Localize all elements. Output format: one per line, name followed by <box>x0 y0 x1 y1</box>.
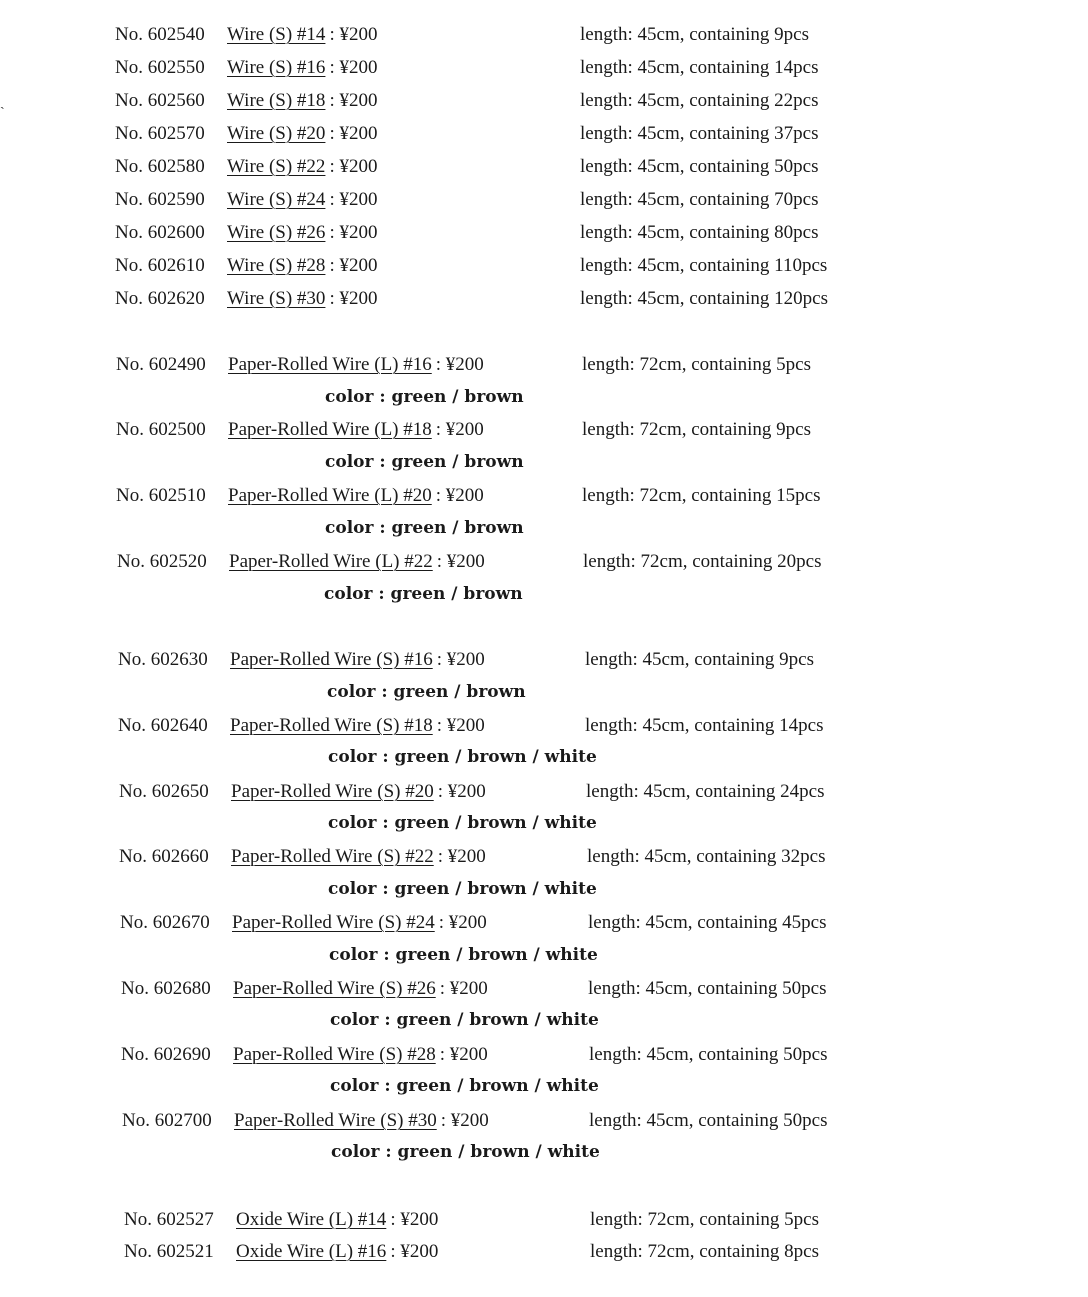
list-item <box>119 843 826 871</box>
item-number: No. 602570 <box>115 123 205 144</box>
list-item <box>117 548 822 576</box>
item-name: Wire (S) #16 <box>227 57 326 78</box>
list-item <box>115 153 819 181</box>
item-spec: length: 45cm, containing 50pcs <box>588 978 827 999</box>
item-name: Wire (S) #22 <box>227 156 326 177</box>
item-name: Paper-Rolled Wire (S) #22 <box>231 846 434 867</box>
item-color: color : green / brown / white <box>329 945 598 965</box>
item-number: No. 602630 <box>118 649 208 670</box>
item-color: color : green / brown <box>327 682 526 702</box>
item-name: Wire (S) #14 <box>227 24 326 45</box>
list-item <box>115 87 819 115</box>
item-number: No. 602540 <box>115 24 205 45</box>
item-price: : ¥200 <box>390 1209 439 1230</box>
list-item <box>116 351 812 379</box>
item-spec: length: 72cm, containing 15pcs <box>582 485 821 506</box>
item-price: : ¥200 <box>439 978 488 999</box>
list-item <box>116 416 812 444</box>
item-price: : ¥200 <box>435 485 484 506</box>
item-spec: length: 72cm, containing 20pcs <box>583 551 822 572</box>
item-price: : ¥200 <box>436 649 485 670</box>
item-price: : ¥200 <box>329 156 378 177</box>
item-name: Wire (S) #30 <box>227 288 326 309</box>
item-name: Paper-Rolled Wire (L) #20 <box>228 485 432 506</box>
list-item <box>122 1107 828 1135</box>
item-spec: length: 45cm, containing 37pcs <box>580 123 819 144</box>
list-item <box>118 646 815 674</box>
item-spec: length: 45cm, containing 50pcs <box>580 156 819 177</box>
item-number: No. 602680 <box>121 978 211 999</box>
item-price: : ¥200 <box>435 419 484 440</box>
item-price: : ¥200 <box>390 1241 439 1262</box>
item-spec: length: 45cm, containing 22pcs <box>580 90 819 111</box>
item-spec: length: 45cm, containing 50pcs <box>589 1110 828 1131</box>
item-color: color : green / brown / white <box>330 1010 599 1030</box>
list-item <box>124 1206 820 1234</box>
item-number: No. 602520 <box>117 551 207 572</box>
list-item <box>124 1238 820 1266</box>
item-name: Oxide Wire (L) #14 <box>236 1209 387 1230</box>
item-name: Wire (S) #24 <box>227 189 326 210</box>
item-spec: length: 45cm, containing 14pcs <box>585 715 824 736</box>
item-spec: length: 45cm, containing 9pcs <box>580 24 810 45</box>
item-name: Paper-Rolled Wire (S) #26 <box>233 978 436 999</box>
item-color: color : green / brown / white <box>331 1142 600 1162</box>
list-item <box>121 975 827 1003</box>
item-spec: length: 45cm, containing 50pcs <box>589 1044 828 1065</box>
item-spec: length: 72cm, containing 5pcs <box>582 354 812 375</box>
item-name: Wire (S) #20 <box>227 123 326 144</box>
item-number: No. 602550 <box>115 57 205 78</box>
item-price: : ¥200 <box>437 846 486 867</box>
item-color: color : green / brown <box>324 584 523 604</box>
list-item <box>116 482 821 510</box>
item-number: No. 602510 <box>116 485 206 506</box>
item-name: Paper-Rolled Wire (S) #20 <box>231 781 434 802</box>
item-number: No. 602600 <box>115 222 205 243</box>
item-color: color : green / brown / white <box>330 1076 599 1096</box>
list-item <box>115 120 819 148</box>
item-name: Paper-Rolled Wire (L) #18 <box>228 419 432 440</box>
list-item <box>115 285 829 313</box>
item-price: : ¥200 <box>437 781 486 802</box>
item-number: No. 602640 <box>118 715 208 736</box>
item-spec: length: 45cm, containing 9pcs <box>585 649 815 670</box>
item-spec: length: 72cm, containing 5pcs <box>590 1209 820 1230</box>
item-spec: length: 45cm, containing 110pcs <box>580 255 828 276</box>
item-price: : ¥200 <box>329 288 378 309</box>
item-name: Wire (S) #26 <box>227 222 326 243</box>
item-name: Wire (S) #18 <box>227 90 326 111</box>
item-name: Paper-Rolled Wire (L) #16 <box>228 354 432 375</box>
item-color: color : green / brown <box>325 518 524 538</box>
list-item <box>118 712 824 740</box>
item-price: : ¥200 <box>329 57 378 78</box>
item-spec: length: 45cm, containing 80pcs <box>580 222 819 243</box>
list-item <box>119 778 825 806</box>
item-price: : ¥200 <box>329 24 378 45</box>
item-spec: length: 72cm, containing 8pcs <box>590 1241 820 1262</box>
item-price: : ¥200 <box>329 90 378 111</box>
list-item <box>115 54 819 82</box>
item-price: : ¥200 <box>329 222 378 243</box>
item-name: Paper-Rolled Wire (L) #22 <box>229 551 433 572</box>
item-price: : ¥200 <box>435 354 484 375</box>
item-name: Paper-Rolled Wire (S) #30 <box>234 1110 437 1131</box>
item-price: : ¥200 <box>329 255 378 276</box>
item-name: Paper-Rolled Wire (S) #24 <box>232 912 435 933</box>
item-name: Oxide Wire (L) #16 <box>236 1241 387 1262</box>
item-number: No. 602590 <box>115 189 205 210</box>
list-item <box>121 1041 828 1069</box>
item-number: No. 602670 <box>120 912 210 933</box>
item-price: : ¥200 <box>436 551 485 572</box>
item-color: color : green / brown / white <box>328 879 597 899</box>
item-price: : ¥200 <box>329 189 378 210</box>
item-number: No. 602660 <box>119 846 209 867</box>
item-number: No. 602527 <box>124 1209 214 1230</box>
item-number: No. 602620 <box>115 288 205 309</box>
stray-mark: ˏ <box>0 95 5 110</box>
item-spec: length: 72cm, containing 9pcs <box>582 419 812 440</box>
item-spec: length: 45cm, containing 24pcs <box>586 781 825 802</box>
item-number: No. 602700 <box>122 1110 212 1131</box>
item-number: No. 602650 <box>119 781 209 802</box>
item-color: color : green / brown / white <box>328 747 597 767</box>
item-price: : ¥200 <box>440 1110 489 1131</box>
item-spec: length: 45cm, containing 45pcs <box>588 912 827 933</box>
item-spec: length: 45cm, containing 32pcs <box>587 846 826 867</box>
item-name: Paper-Rolled Wire (S) #18 <box>230 715 433 736</box>
item-spec: length: 45cm, containing 14pcs <box>580 57 819 78</box>
item-name: Paper-Rolled Wire (S) #28 <box>233 1044 436 1065</box>
item-name: Wire (S) #28 <box>227 255 326 276</box>
list-item <box>120 909 827 937</box>
item-price: : ¥200 <box>329 123 378 144</box>
list-item <box>115 186 819 214</box>
item-color: color : green / brown <box>325 452 524 472</box>
item-name: Paper-Rolled Wire (S) #16 <box>230 649 433 670</box>
item-number: No. 602580 <box>115 156 205 177</box>
item-number: No. 602610 <box>115 255 205 276</box>
item-spec: length: 45cm, containing 70pcs <box>580 189 819 210</box>
list-item <box>115 252 828 280</box>
item-number: No. 602560 <box>115 90 205 111</box>
item-number: No. 602500 <box>116 419 206 440</box>
item-color: color : green / brown / white <box>328 813 597 833</box>
list-item <box>115 21 810 49</box>
item-price: : ¥200 <box>436 715 485 736</box>
list-item <box>115 219 819 247</box>
item-number: No. 602521 <box>124 1241 214 1262</box>
item-color: color : green / brown <box>325 387 524 407</box>
item-number: No. 602690 <box>121 1044 211 1065</box>
item-spec: length: 45cm, containing 120pcs <box>580 288 829 309</box>
item-price: : ¥200 <box>439 1044 488 1065</box>
item-number: No. 602490 <box>116 354 206 375</box>
item-price: : ¥200 <box>438 912 487 933</box>
